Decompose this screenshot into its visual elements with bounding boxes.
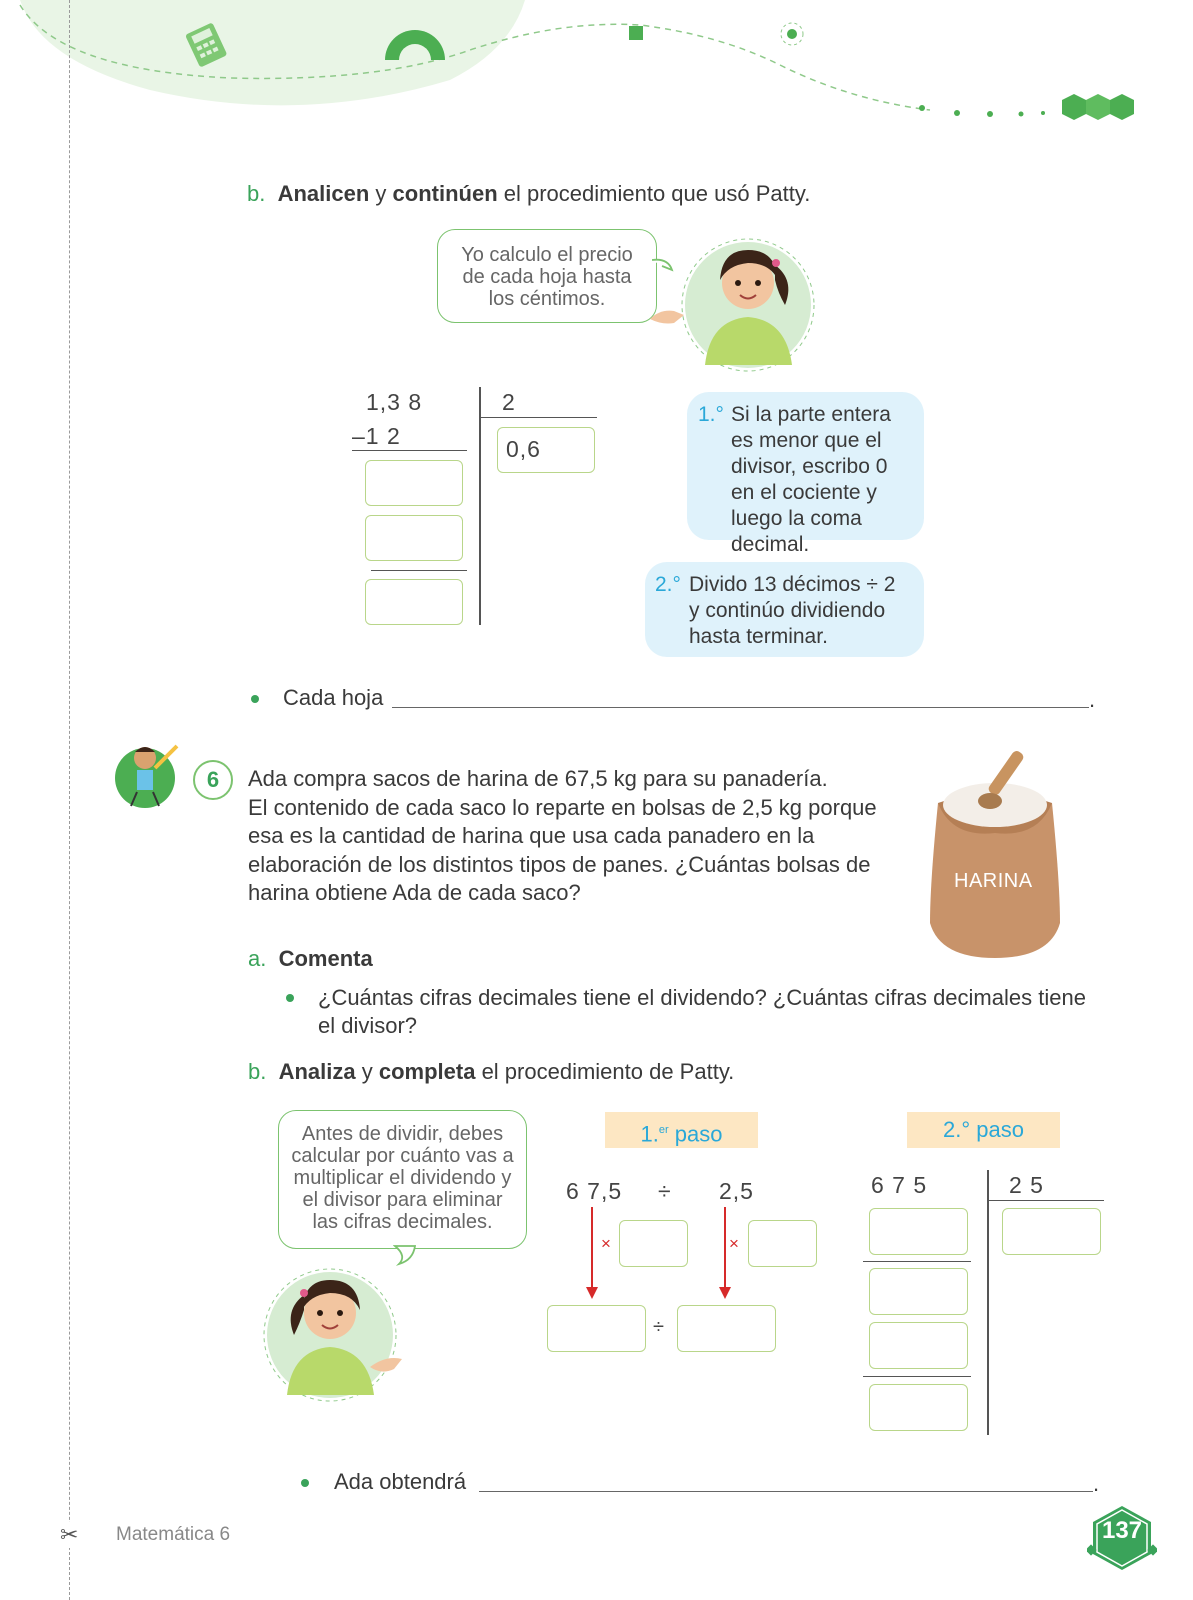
speech-bubble	[278, 1110, 527, 1249]
subtraction: –1 2	[352, 423, 401, 449]
answer-box[interactable]	[365, 515, 463, 561]
answer-box[interactable]	[869, 1322, 968, 1369]
division-horizontal-line	[479, 417, 597, 418]
period: .	[1089, 687, 1096, 712]
question-line: ¿Cuántas cifras decimales tiene el dividendo? ¿Cuántas cifras decimales tiene	[318, 985, 1086, 1010]
cubes-icon	[1062, 94, 1134, 120]
sack-label: HARINA	[954, 870, 1033, 892]
page-number: 137	[1101, 1517, 1143, 1544]
section-b2-heading	[248, 1058, 734, 1086]
new-dividend-box[interactable]	[547, 1305, 646, 1352]
heading-rest: el procedimiento que usó Patty.	[497, 181, 811, 206]
cut-line	[69, 0, 70, 1600]
problem-number: 6	[193, 760, 233, 800]
multiplier-box[interactable]	[619, 1220, 688, 1267]
patty-avatar	[262, 1255, 407, 1405]
top-decoration	[0, 0, 1193, 140]
division-vertical-line	[987, 1170, 989, 1435]
section-letter: a.	[248, 946, 267, 971]
section-letter: b.	[248, 1059, 267, 1084]
bullet	[251, 695, 259, 703]
connector: y	[355, 1059, 379, 1084]
step2-divisor: 2 5	[1009, 1172, 1044, 1198]
problem-line: El contenido de cada saco lo reparte en bolsas de 2,5 kg porque	[248, 794, 877, 820]
section-b1-heading	[247, 180, 810, 208]
subtraction-line	[863, 1261, 971, 1262]
division-horizontal-line	[987, 1200, 1104, 1201]
bold-word: Analicen	[277, 181, 370, 206]
quotient-box[interactable]	[1002, 1208, 1101, 1255]
times-sign: ×	[729, 1234, 739, 1253]
step1-divisor: 2,5	[719, 1178, 754, 1204]
multiplier-box[interactable]	[748, 1220, 817, 1267]
quotient-value: 0,6	[506, 436, 541, 462]
step-word: paso	[668, 1121, 723, 1147]
subtraction-line	[371, 570, 467, 571]
tip-text: Divido 13 décimos ÷ 2 y continúo dividiendo hasta terminar.	[689, 573, 896, 648]
division-vertical-line	[479, 387, 481, 625]
section-a-heading	[248, 945, 373, 973]
step1-dividend: 6 7,5	[566, 1178, 623, 1204]
ada-obtendra-label: Ada obtendrá	[334, 1469, 467, 1494]
tip-text: Si la parte entera es menor que el divisor, escribo 0 en el cociente y luego la coma decimal.	[731, 403, 891, 556]
problem-line: harina obtiene Ada de cada saco?	[248, 880, 581, 905]
divide-sign: ÷	[653, 1316, 665, 1338]
subtraction-line	[863, 1376, 971, 1377]
answer-box[interactable]	[365, 579, 463, 625]
divide-sign: ÷	[658, 1178, 672, 1204]
step-2-label: 2.° paso	[907, 1112, 1060, 1148]
subtraction-line	[352, 450, 467, 451]
tip-number: 2.°	[655, 573, 681, 596]
flour-sack-image	[920, 733, 1070, 963]
period: .	[1093, 1471, 1100, 1496]
tip-number: 1.°	[698, 403, 724, 426]
section-letter: b.	[247, 181, 266, 206]
boy-with-pencil-icon	[115, 740, 185, 812]
heading-rest: el procedimiento de Patty.	[475, 1059, 735, 1084]
book-title: Matemática 6	[116, 1524, 231, 1545]
connector: y	[369, 181, 393, 206]
bullet	[301, 1479, 309, 1487]
answer-box[interactable]	[869, 1208, 968, 1255]
question-text	[318, 984, 1086, 1040]
quotient-box[interactable]	[497, 427, 595, 473]
bold-word: continúen	[392, 181, 498, 206]
answer-blank[interactable]	[392, 707, 1089, 708]
bold-word: Analiza	[278, 1059, 356, 1084]
speech-text: Antes de dividir, debes calcular por cuánto vas a multiplicar el dividendo y el divisor para eliminar las cifras decimales.	[291, 1123, 514, 1233]
divisor: 2	[502, 389, 516, 415]
times-sign: ×	[601, 1234, 611, 1253]
answer-box[interactable]	[869, 1384, 968, 1431]
step2-dividend: 6 7 5	[871, 1172, 928, 1198]
cube-icon	[629, 26, 643, 40]
scissors-icon: ✂	[60, 1522, 79, 1547]
step-sup: er	[658, 1124, 669, 1136]
answer-box[interactable]	[869, 1268, 968, 1315]
tip-bubble-1	[687, 392, 924, 556]
tip-bubble-2	[645, 562, 924, 657]
step-1-label	[605, 1112, 758, 1148]
answer-box[interactable]	[365, 460, 463, 506]
dividend: 1,3 8	[366, 389, 423, 415]
speech-tail	[652, 258, 676, 284]
problem-line: Ada compra sacos de harina de 67,5 kg para su panadería.	[248, 766, 828, 791]
answer-blank[interactable]	[479, 1491, 1093, 1492]
bullet	[286, 994, 294, 1002]
speech-bubble	[437, 229, 657, 323]
bold-word: completa	[378, 1059, 476, 1084]
problem-line: elaboración de los distintos tipos de panes. ¿Cuántas bolsas de	[248, 851, 871, 877]
speech-text: Yo calculo el precio de cada hoja hasta los céntimos.	[461, 244, 633, 310]
new-divisor-box[interactable]	[677, 1305, 776, 1352]
cada-hoja-label: Cada hoja	[283, 685, 384, 710]
patty-avatar	[680, 225, 820, 375]
problem-text	[248, 765, 877, 908]
question-line: el divisor?	[318, 1013, 418, 1038]
step-num: 1.	[640, 1121, 659, 1147]
section-title: Comenta	[278, 946, 373, 971]
problem-line: esa es la cantidad de harina que usa cada panadero en la	[248, 823, 815, 848]
patty-hand	[648, 303, 688, 329]
